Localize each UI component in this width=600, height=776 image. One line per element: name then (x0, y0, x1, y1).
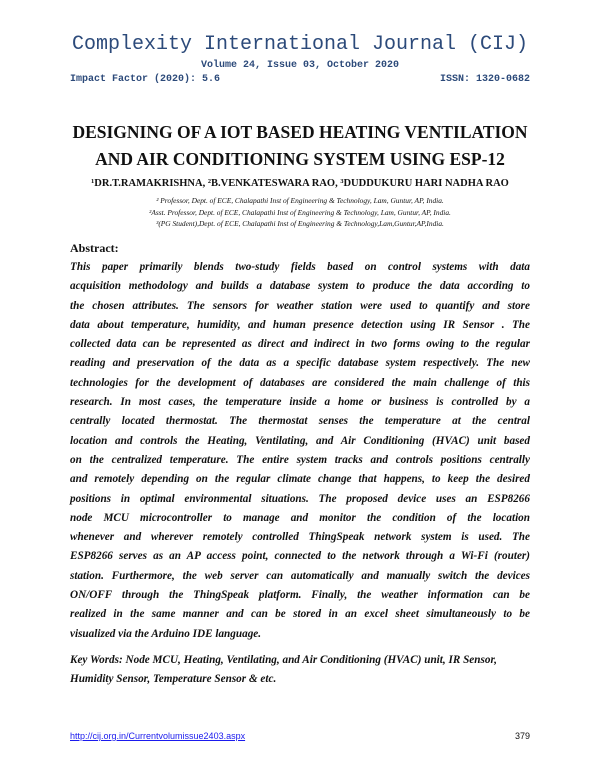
authors: ¹DR.T.RAMAKRISHNA, ²B.VENKATESWARA RAO, ³DUDDUKURU HARI NADHA RAO (91, 178, 509, 189)
abstract-line: positions in optimal environmental situations. The proposed device uses an ESP8266 (70, 492, 530, 505)
abstract-line: research. In most cases, the temperature inside a home or business is controlled by a (70, 396, 530, 409)
volume-issue: Volume 24, Issue 03, October 2020 (200, 60, 400, 71)
abstract-line: reading and preservation of the data as a specific database system respectively. The new (70, 357, 530, 370)
abstract-line: ON/OFF through the ThingSpeak platform. Finally, the weather information can be (70, 589, 530, 602)
abstract-line: location and controls the Heating, Ventilating, and Air Conditioning (HVAC) unit based (70, 434, 530, 447)
abstract-line: the chosen attributes. The sensors for weather station were used to quantify and store (70, 299, 530, 312)
abstract-line: ESP8266 serves as an AP access point, connected to the network through a Wi-Fi (router) (70, 550, 530, 563)
keywords: Key Words: Node MCU, Heating, Ventilating, and Air Conditioning (HVAC) unit, IR Sensor, Humidity Sensor, Temperature Sensor & etc. (70, 654, 497, 685)
abstract-line: data about temperature, humidity, and human presence detection using IR Sensor . The (70, 318, 530, 331)
abstract-line: This paper primarily blends two-study fields based on control systems with data (70, 261, 530, 273)
footer-link[interactable]: http://cij.org.in/Currentvolumissue2403.aspx (70, 731, 246, 741)
abstract-line: technologies for the development of databases are considered the main challenge of this (70, 376, 530, 389)
impact-factor: Impact Factor (2020): 5.6 (70, 74, 221, 85)
title-line: DESIGNING OF A IOT BASED HEATING VENTILATION (72, 122, 528, 142)
title-line: AND AIR CONDITIONING SYSTEM USING ESP-12 (95, 149, 505, 169)
abstract-line: centrally located thermostat. The thermostat senses the temperature at the central (70, 415, 530, 428)
issn: ISSN: 1320-0682 (439, 74, 530, 85)
abstract-line: realized in the same manner and can be stored in an excel sheet simultaneously to be (70, 608, 530, 621)
abstract-line: collected data can be represented as direct and indirect in two forms owing to the regular (70, 338, 530, 351)
journal-name: Complexity International Journal (CIJ) (71, 33, 529, 56)
page-number: 379 (514, 731, 530, 741)
abstract-line: node MCU microcontroller to manage and monitor the condition of the location (70, 511, 530, 524)
abstract-line: and remotely depending on the regular climate change that happens, to keep the desired (70, 473, 530, 486)
abstract-line: station. Furthermore, the web server can automatically and manually switch the devices (70, 569, 530, 582)
abstract-heading: Abstract: (70, 241, 119, 255)
affiliation: ² Professor, Dept. of ECE, Chalapathi Inst of Engineering & Technology, Lam, Guntur, AP, India. (156, 196, 444, 205)
affiliation: ³(PG Student),Dept. of ECE, Chalapathi Inst of Engineering & Technology,Lam,Guntur,AP,India. (156, 219, 444, 228)
abstract-line: whenever and wherever remotely controlled ThingSpeak network system is used. The (70, 531, 530, 544)
paper-title (60, 119, 540, 173)
abstract-line: on the centralized temperature. The entire system tracks and controls positions centrally (70, 453, 530, 466)
abstract-line: visualized via the Arduino IDE language. (70, 627, 262, 640)
abstract-line: acquisition methodology and builds a database system to produce the data according to (70, 280, 530, 293)
affiliation: ²Asst. Professor, Dept. of ECE, Chalapathi Inst of Engineering & Technology, Lam, Guntur, AP, India. (149, 208, 451, 217)
abstract-body (70, 258, 530, 644)
